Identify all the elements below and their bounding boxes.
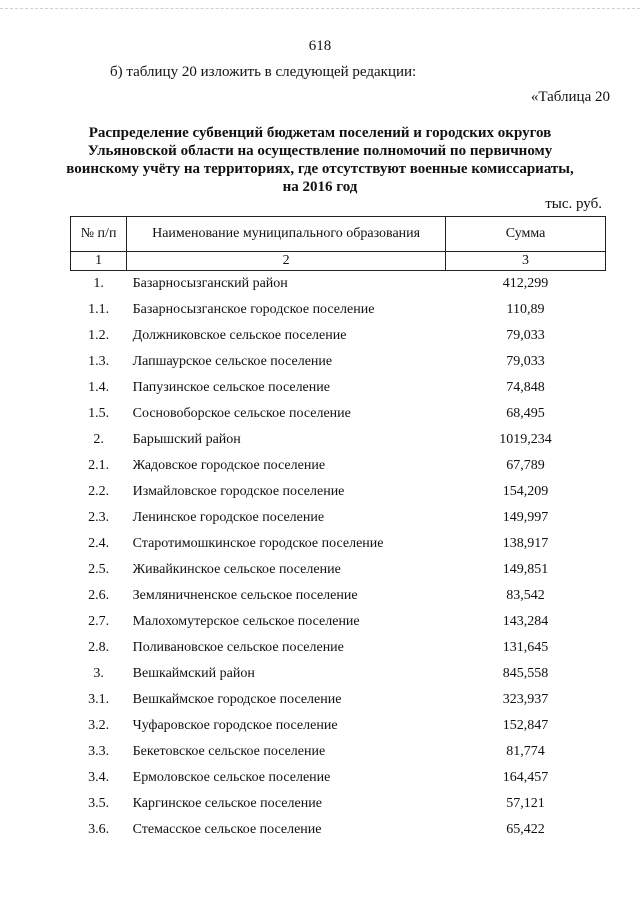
row-number: 1.3. xyxy=(88,354,110,369)
row-number: 2.1. xyxy=(88,458,110,473)
intro-text: б) таблицу 20 изложить в следующей редакции: xyxy=(110,64,417,80)
row-name: Измайловское городское поселение xyxy=(132,484,345,499)
table-row xyxy=(71,479,606,505)
row-number: 2.2. xyxy=(88,484,110,499)
row-number: 3. xyxy=(93,666,104,681)
table-row xyxy=(71,635,606,661)
table-row xyxy=(71,427,606,453)
table-row xyxy=(71,401,606,427)
row-name: Вешкаймское городское поселение xyxy=(132,692,342,707)
row-number: 2.5. xyxy=(88,562,110,577)
table-row xyxy=(71,713,606,739)
table-row xyxy=(71,323,606,349)
row-name: Поливановское сельское поселение xyxy=(132,640,344,655)
row-sum: 149,851 xyxy=(502,562,549,577)
table-row xyxy=(71,271,606,298)
row-sum: 79,033 xyxy=(506,354,545,369)
row-name: Базарносызганский район xyxy=(132,276,288,291)
header-sum: Сумма xyxy=(446,217,606,252)
row-sum: 131,645 xyxy=(502,640,549,655)
row-sum: 845,558 xyxy=(502,666,549,681)
table-body xyxy=(71,271,606,844)
row-sum: 154,209 xyxy=(502,484,549,499)
row-name: Лапшаурское сельское поселение xyxy=(132,354,333,369)
table-row xyxy=(71,297,606,323)
row-sum: 1019,234 xyxy=(499,432,552,447)
row-number: 2.4. xyxy=(88,536,110,551)
row-sum: 323,937 xyxy=(502,692,549,707)
row-number: 1. xyxy=(93,276,104,291)
table-row xyxy=(71,453,606,479)
table-row xyxy=(71,791,606,817)
table-row xyxy=(71,583,606,609)
scan-artifact-line xyxy=(0,8,640,11)
row-name: Живайкинское сельское поселение xyxy=(132,562,341,577)
row-sum: 152,847 xyxy=(502,718,549,733)
row-sum: 110,89 xyxy=(506,302,545,317)
row-number: 1.1. xyxy=(88,302,110,317)
row-name: Стемасское сельское поселение xyxy=(132,822,322,837)
row-number: 2.8. xyxy=(88,640,110,655)
row-name: Папузинское сельское поселение xyxy=(132,380,330,395)
row-name: Малохомутерское сельское поселение xyxy=(132,614,360,629)
row-number: 1.2. xyxy=(88,328,110,343)
row-name: Базарносызганское городское поселение xyxy=(132,302,375,317)
table-row xyxy=(71,557,606,583)
row-name: Старотимошкинское городское поселение xyxy=(132,536,384,551)
row-sum: 83,542 xyxy=(506,588,545,603)
row-number: 2.6. xyxy=(88,588,110,603)
units-label: тыс. руб. xyxy=(545,196,602,212)
row-sum: 65,422 xyxy=(506,822,545,837)
row-sum: 81,774 xyxy=(506,744,545,759)
row-number: 2. xyxy=(93,432,104,447)
row-name: Бекетовское сельское поселение xyxy=(132,744,326,759)
header-number-1: 1 xyxy=(71,252,127,271)
row-number: 1.4. xyxy=(88,380,110,395)
table-row xyxy=(71,687,606,713)
row-sum: 79,033 xyxy=(506,328,545,343)
header-num: № п/п xyxy=(71,217,127,252)
table-row xyxy=(71,765,606,791)
row-number: 3.6. xyxy=(88,822,110,837)
row-number: 3.5. xyxy=(88,796,110,811)
row-number: 2.3. xyxy=(88,510,110,525)
row-number: 3.1. xyxy=(88,692,110,707)
row-number: 3.4. xyxy=(88,770,110,785)
row-number: 3.2. xyxy=(88,718,110,733)
table-row xyxy=(71,817,606,843)
row-sum: 412,299 xyxy=(502,276,549,291)
row-name: Вешкаймский район xyxy=(132,666,255,681)
header-number-3: 3 xyxy=(446,252,606,271)
table-row xyxy=(71,661,606,687)
row-name: Земляничненское сельское поселение xyxy=(132,588,358,603)
row-sum: 74,848 xyxy=(506,380,545,395)
row-sum: 68,495 xyxy=(506,406,545,421)
row-sum: 138,917 xyxy=(502,536,549,551)
row-number: 2.7. xyxy=(88,614,110,629)
table-header-row xyxy=(71,217,606,252)
row-name: Жадовское городское поселение xyxy=(132,458,326,473)
table-row xyxy=(71,739,606,765)
table-row xyxy=(71,609,606,635)
row-sum: 143,284 xyxy=(502,614,549,629)
row-number: 1.5. xyxy=(88,406,110,421)
row-sum: 67,789 xyxy=(506,458,545,473)
row-name: Каргинское сельское поселение xyxy=(132,796,322,811)
header-number-2: 2 xyxy=(127,252,446,271)
row-number: 3.3. xyxy=(88,744,110,759)
row-name: Должниковское сельское поселение xyxy=(132,328,347,343)
row-name: Ермоловское сельское поселение xyxy=(132,770,331,785)
row-name: Барышский район xyxy=(132,432,241,447)
row-sum: 164,457 xyxy=(502,770,549,785)
row-sum: 57,121 xyxy=(506,796,545,811)
page-number: 618 xyxy=(308,38,332,54)
subsidy-table xyxy=(70,216,606,843)
row-name: Ленинское городское поселение xyxy=(132,510,325,525)
header-name: Наименование муниципального образования xyxy=(127,217,446,252)
document-title: Распределение субвенций бюджетам поселений и городских округов Ульяновской области на осуществление полномочий по первичному воинскому учёту на территориях, где отсутствуют военные комиссариаты, на 2016 год xyxy=(66,125,574,195)
table-row xyxy=(71,531,606,557)
table-row xyxy=(71,375,606,401)
table-header-numbers-row xyxy=(71,252,606,271)
table-row xyxy=(71,505,606,531)
row-sum: 149,997 xyxy=(502,510,549,525)
table-caption: «Таблица 20 xyxy=(530,89,610,105)
table-row xyxy=(71,349,606,375)
row-name: Чуфаровское городское поселение xyxy=(132,718,338,733)
row-name: Сосновоборское сельское поселение xyxy=(132,406,351,421)
